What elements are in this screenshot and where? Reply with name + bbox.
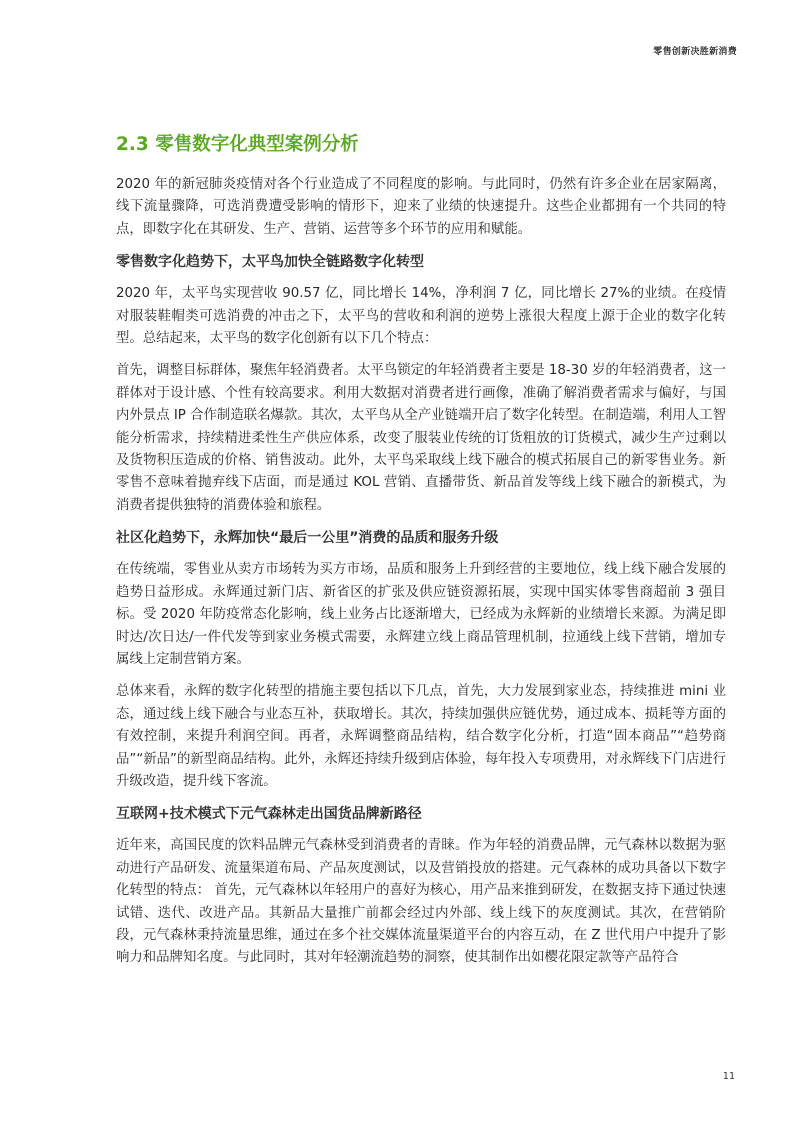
intro-paragraph: 2020 年的新冠肺炎疫情对各个行业造成了不同程度的影响。与此同时，仍然有许多企业在居家隔离，线下流量骤降，可选消费遭受影响的情形下，迎来了业绩的快速提升。这些企业都拥有一个共同的特点，即数字化在其研发、生产、营销、运营等多个环节的应用和赋能。 [116,177,726,237]
section-title: 2.3 零售数字化典型案例分析 [116,134,359,155]
taipingniao-paragraph-2: 首先，调整目标群体，聚焦年轻消费者。太平鸟锁定的年轻消费者主要是 18-30 岁的年轻消费者，这一群体对于设计感、个性有较高要求。利用大数据对消费者进行画像，准确了解消费者需求与偏好，与国内外景点 IP 合作制造联名爆款。其次，太平鸟从全产业链端开启了数字化转型。在制造端，利用人工智能分析需求，持续精进柔性生产供应体系，改变了服装业传统的订货粗放的订货模式，减少生产过剩以及货物积压造成的价格、销售波动。此外，太平鸟采取线上线下融合的模式拓展自己的新零售业务。新零售不意味着抛弃线下店面，而是通过 KOL 营销、直播带货、新品首发等线上线下融合的新模式，为消费者提供独特的消费体验和旅程。 [116,363,726,513]
yonghui-paragraph-2: 总体来看，永辉的数字化转型的措施主要包括以下几点，首先，大力发展到家业态，持续推进 mini 业态，通过线上线下融合与业态互补，获取增长。其次，持续加强供应链优势，通过成本、损耗等方面的有效控制，来提升利润空间。再者，永辉调整商品结构，结合数字化分析，打造“固本商品”“趋势商品”“新品”的新型商品结构。此外，永辉还持续升级到店体验，每年投入专项费用，对永辉线下门店进行升级改造，提升线下客流。 [116,684,726,789]
main-content [116,132,726,980]
page-number: 11 [722,1071,735,1082]
yuanqisenlin-paragraph-1: 近年来，高国民度的饮料品牌元气森林受到消费者的青睐。作为年轻的消费品牌，元气森林以数据为驱动进行产品研发、流量渠道布局、产品灰度测试，以及营销投放的搭建。元气森林的成功具备以下数字化转型的特点： 首先，元气森林以年轻用户的喜好为核心，用产品来推到研发，在数据支持下通过快速试错、迭代、改进产品。其新品大量推广前都会经过内外部、线上线下的灰度测试。其次，在营销阶段，元气森林秉持流量思维，通过在多个社交媒体流量渠道平台的内容互动，在 Z 世代用户中提升了影响力和品牌知名度。与此同时，其对年轻潮流趋势的洞察，使其制作出如樱花限定款等产品符合 [116,838,726,966]
subhead-yonghui: 社区化趋势下，永辉加快“最后一公里”消费的品质和服务升级 [116,530,499,547]
running-header: 零售创新决胜新消费 [653,47,737,57]
yonghui-paragraph-1: 在传统端，零售业从卖方市场转为买方市场，品质和服务上升到经营的主要地位，线上线下融合发展的趋势日益形成。永辉通过新门店、新省区的扩张及供应链资源拓展，实现中国实体零售商超前 3 强目标。受 2020 年防疫常态化影响，线上业务占比逐渐增大，已经成为永辉新的业绩增长来源。为满足即时达/次日达/一件代发等到家业务模式需要，永辉建立线上商品管理机制，拉通线上线下营销，增加专属线上定制营销方案。 [116,562,726,667]
subhead-yuanqisenlin: 互联网+技术模式下元气森林走出国货品牌新路径 [116,806,422,823]
subhead-taipingniao: 零售数字化趋势下，太平鸟加快全链路数字化转型 [116,254,424,271]
taipingniao-paragraph-1: 2020 年，太平鸟实现营收 90.57 亿，同比增长 14%，净利润 7 亿，同比增长 27%的业绩。在疫情对服装鞋帽类可选消费的冲击之下，太平鸟的营收和利润的逆势上涨很大程度上源于企业的数字化转型。总结起来，太平鸟的数字化创新有以下几个特点： [116,286,726,347]
